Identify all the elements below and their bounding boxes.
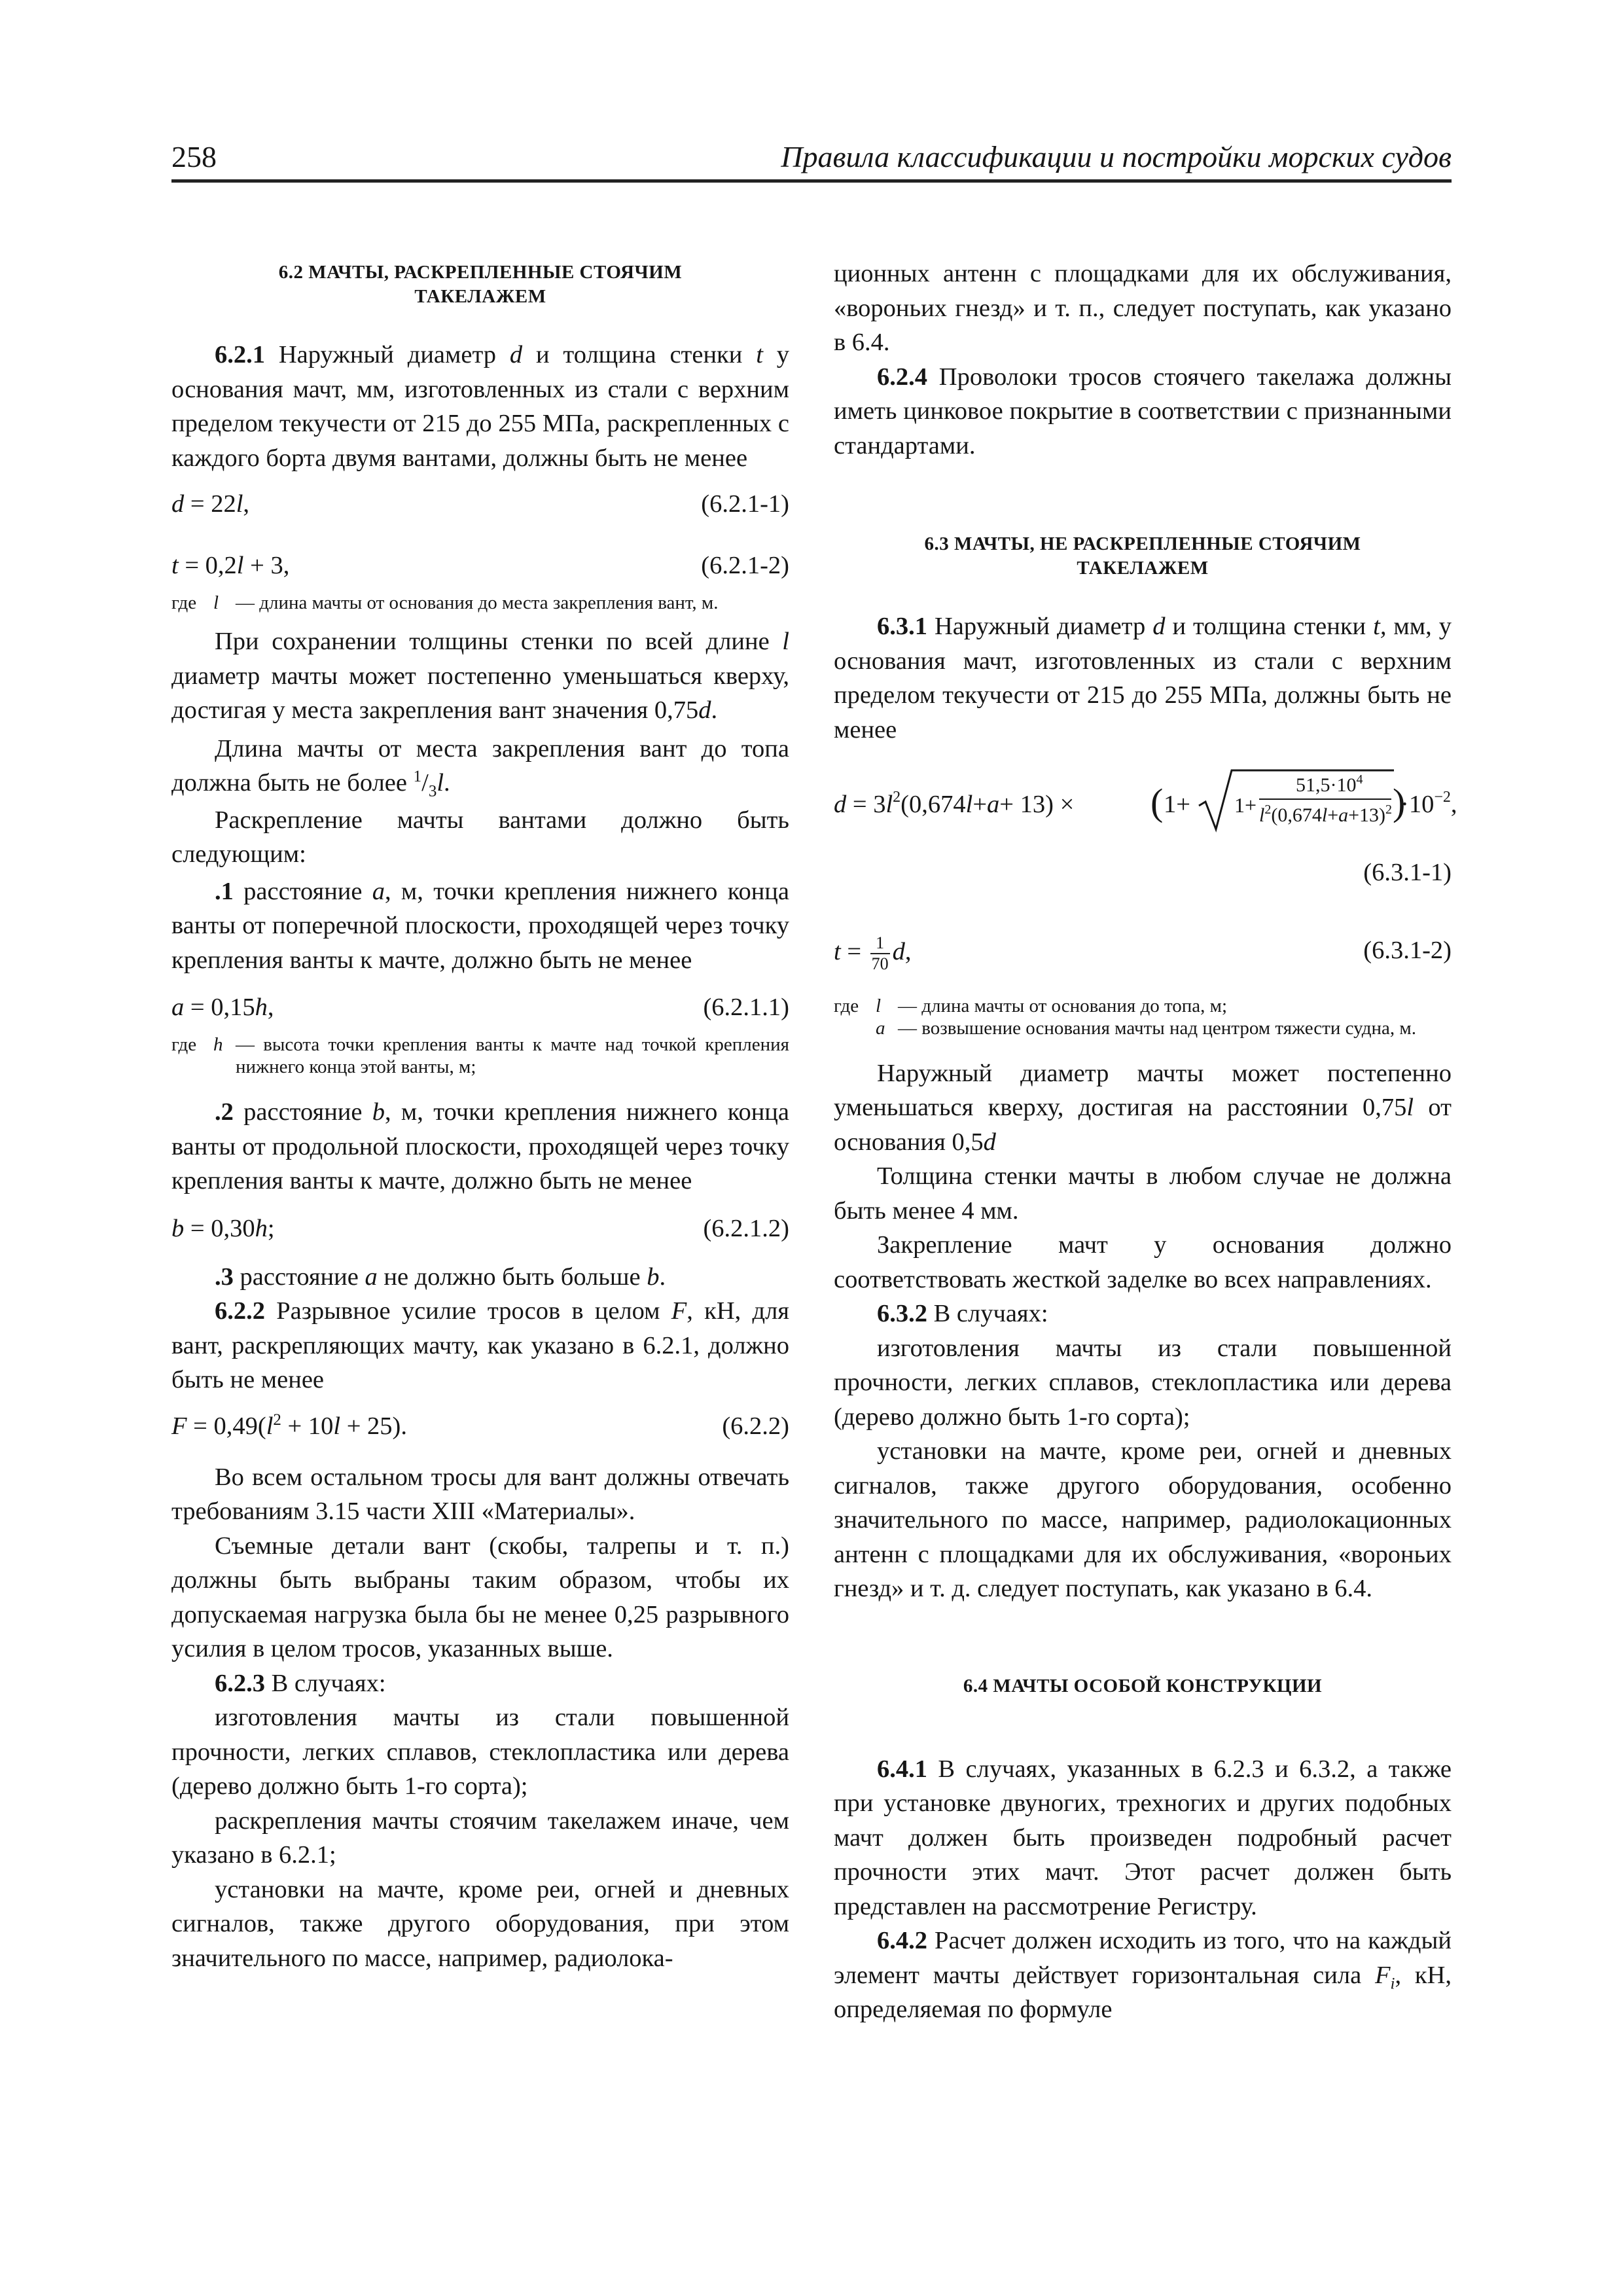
paragraph-6-2-2: 6.2.2 Разрывное усилие тросов в целом F, кН, для вант, раскрепляющих мачту, как указано в 6.2.1, должно быть не менее	[171, 1297, 789, 1393]
formula-number: (6.3.1-2)	[1363, 936, 1452, 964]
item-1: .1 расстояние a, м, точки крепления нижнего конца ванты от поперечной плоскости, проходящей через точку крепления ванты к мачте, должно быть не менее	[171, 877, 789, 974]
paragraph-mast-length: Длина мачты от места закрепления вант до топа должна быть не более $^1/_3l$.	[171, 734, 789, 800]
svg-text:1+: 1+	[1234, 793, 1257, 817]
legend-l: где l — длина мачты от основания до места закрепления вант, м.	[171, 592, 719, 613]
page-number: 258	[171, 140, 217, 173]
formula-number: (6.2.1-1)	[701, 490, 789, 518]
paragraph-manufacture-2: изготовления мачты из стали повышенной прочности, легких сплавов, стеклопластика или дерева (дерево должно быть 1-го сорта);	[834, 1334, 1452, 1431]
paragraph-shrouds: Раскрепление мачты вантами должно быть следующим:	[171, 806, 789, 868]
svg-text:(: (	[1150, 781, 1164, 823]
section-heading-6-3: 6.3 МАЧТЫ, НЕ РАСКРЕПЛЕННЫЕ СТОЯЧИМ ТАКЕЛАЖЕМ	[924, 533, 1361, 579]
paragraph-6-4-1: 6.4.1 В случаях, указанных в 6.2.3 и 6.3.2, а также при установке двуногих, трехногих и других подобных мачт должен быть произведен подробный расчет прочности этих мачт. Этот расчет должен быть представлен на рассмотрение Регистру.	[834, 1755, 1452, 1920]
formula-6-2-1-2-b: b = 0,30h; (6.2.1.2)	[171, 1211, 789, 1246]
paragraph-bracing: раскрепления мачты стоячим такелажем иначе, чем указано в 6.2.1;	[171, 1806, 789, 1869]
section-heading-6-4: 6.4 МАЧТЫ ОСОБОЙ КОНСТРУКЦИИ	[963, 1675, 1323, 1696]
right-column	[834, 257, 1457, 2027]
left-column	[171, 257, 789, 1975]
svg-text:·10−2,: $\cdot 10^{-2}$,	[1400, 789, 1457, 818]
formula-number: (6.2.1.1)	[703, 994, 789, 1021]
running-title: Правила классификации и постройки морских судов	[781, 140, 1452, 173]
paragraph-6-2-3: 6.2.3 В случаях:	[215, 1669, 386, 1697]
formula-6-2-2: $F = 0,49(l^2 + 10l + 25)$. (6.2.2)	[171, 1409, 789, 1443]
formula-number: (6.2.1-2)	[701, 552, 789, 579]
formula-6-2-1-1-a: a = 0,15h, (6.2.1.1)	[171, 990, 789, 1024]
paragraph-6-3-1: 6.3.1 Наружный диаметр d и толщина стенки t, мм, у основания мачт, изготовленных из стали с верхним пределом текучести от 215 до 255 МПа, должны быть не менее	[834, 613, 1452, 744]
legend-l-top: где l — длина мачты от основания до топа, м;	[834, 995, 1228, 1016]
paragraph-diameter: Наружный диаметр мачты может постепенно уменьшаться кверху, достигая на расстоянии 0,75l от основания 0,5d	[834, 1059, 1452, 1156]
formula-number-6-3-1-1: (6.3.1-1)	[1363, 859, 1452, 886]
formula-6-3-1-2: t = $\frac{1}{70}$ d, (6.3.1-2)	[834, 933, 1452, 973]
svg-text:l2(0,674l+a+13)2: $l^2(0,674l+a+13)^2$	[1259, 802, 1393, 826]
formula-graphic	[834, 766, 1457, 852]
formula-number: (6.2.1.2)	[703, 1214, 789, 1242]
svg-text:1+: 1+	[1164, 791, 1190, 818]
paragraph-6-4-2: 6.4.2 Расчет должен исходить из того, что на каждый элемент мачты действует горизонтальная сила $F_i$, кН, определяемая по формуле	[834, 1927, 1452, 2023]
svg-text:51,5·104: $51,5\cdot 10^4$	[1296, 772, 1363, 796]
item-3: .3 расстояние a не должно быть больше b.	[215, 1263, 666, 1291]
formula-6-3-1-1	[834, 766, 1457, 852]
paragraph-manufacture: изготовления мачты из стали повышенной прочности, легких сплавов, стеклопластика или дерева (дерево должно быть 1-го сорта);	[171, 1704, 789, 1800]
formula-number: (6.2.2)	[722, 1412, 789, 1440]
formula-6-2-1-2: t = 0,2l + 3, (6.2.1-2)	[171, 548, 789, 583]
item-2: .2 расстояние b, м, точки крепления нижнего конца ванты от продольной плоскости, проходящей через точку крепления ванты к мачте, должно быть не менее	[171, 1098, 789, 1194]
paragraph-6-3-2: 6.3.2 В случаях:	[877, 1300, 1048, 1327]
section-heading-6-2: 6.2 МАЧТЫ, РАСКРЕПЛЕННЫЕ СТОЯЧИМ ТАКЕЛАЖЕМ	[278, 262, 683, 307]
legend-h: где h — высота точки крепления ванты к мачте над точкой крепления нижнего конца этой ванты, м;	[171, 1034, 789, 1077]
formula-6-2-1-1: d = 22l, (6.2.1-1)	[171, 487, 789, 521]
paragraph-removable-parts: Съемные детали вант (скобы, талрепы и т. п.) должны быть выбраны таким образом, чтобы их допускаемая нагрузка была бы не менее 0,25 разрывного усилия в целом тросов, указанных выше.	[171, 1532, 789, 1662]
legend-a: a — возвышение основания мачты над центром тяжести судна, м.	[876, 1017, 1417, 1039]
paragraph-ropes: Во всем остальном тросы для вант должны отвечать требованиям 3.15 части XIII «Материалы».	[171, 1463, 789, 1525]
paragraph-6-2-1: 6.2.1 Наружный диаметр d и толщина стенки t у основания мачт, мм, изготовленных из стали с верхним пределом текучести от 215 до 255 МПа, раскрепленных с каждого борта двумя вантами, должны быть не менее	[171, 341, 790, 472]
running-header	[171, 137, 1452, 183]
paragraph-6-2-4: 6.2.4 Проволоки тросов стоячего такелажа должны иметь цинковое покрытие в соответствии с признанными стандартами.	[834, 363, 1452, 459]
paragraph-continuation: ционных антенн с площадками для их обслуживания, «вороньих гнезд» и т. п., следует поступать, как указано в 6.4.	[834, 260, 1452, 356]
paragraph-wall-min: Толщина стенки мачты в любом случае не должна быть менее 4 мм.	[834, 1162, 1452, 1225]
svg-text:d = 3l2(0,674l+a+ 13) ×: $d = 3l^2(0,674l+a+ 13)$ ×	[834, 789, 1075, 818]
paragraph-base-fixing: Закрепление мачт у основания должно соответствовать жесткой заделке во всех направлениях.	[834, 1231, 1452, 1293]
svg-text:): )	[1393, 781, 1406, 823]
paragraph-installation-2: установки на мачте, кроме реи, огней и дневных сигналов, также другого оборудования, особенно значительного по массе, например, радиолокационных антенн с площадками для их обслуживания, «вороньих гнезд» и т. д. следует поступать, как указано в 6.4.	[834, 1437, 1452, 1602]
paragraph-installation: установки на мачте, кроме реи, огней и дневных сигналов, также другого оборудования, при этом значительного по массе, например, радиолока-	[171, 1875, 789, 1972]
paragraph-wall-thickness: При сохранении толщины стенки по всей длине l диаметр мачты может постепенно уменьшаться кверху, достигая у места закрепления вант значения 0,75d.	[171, 628, 789, 724]
